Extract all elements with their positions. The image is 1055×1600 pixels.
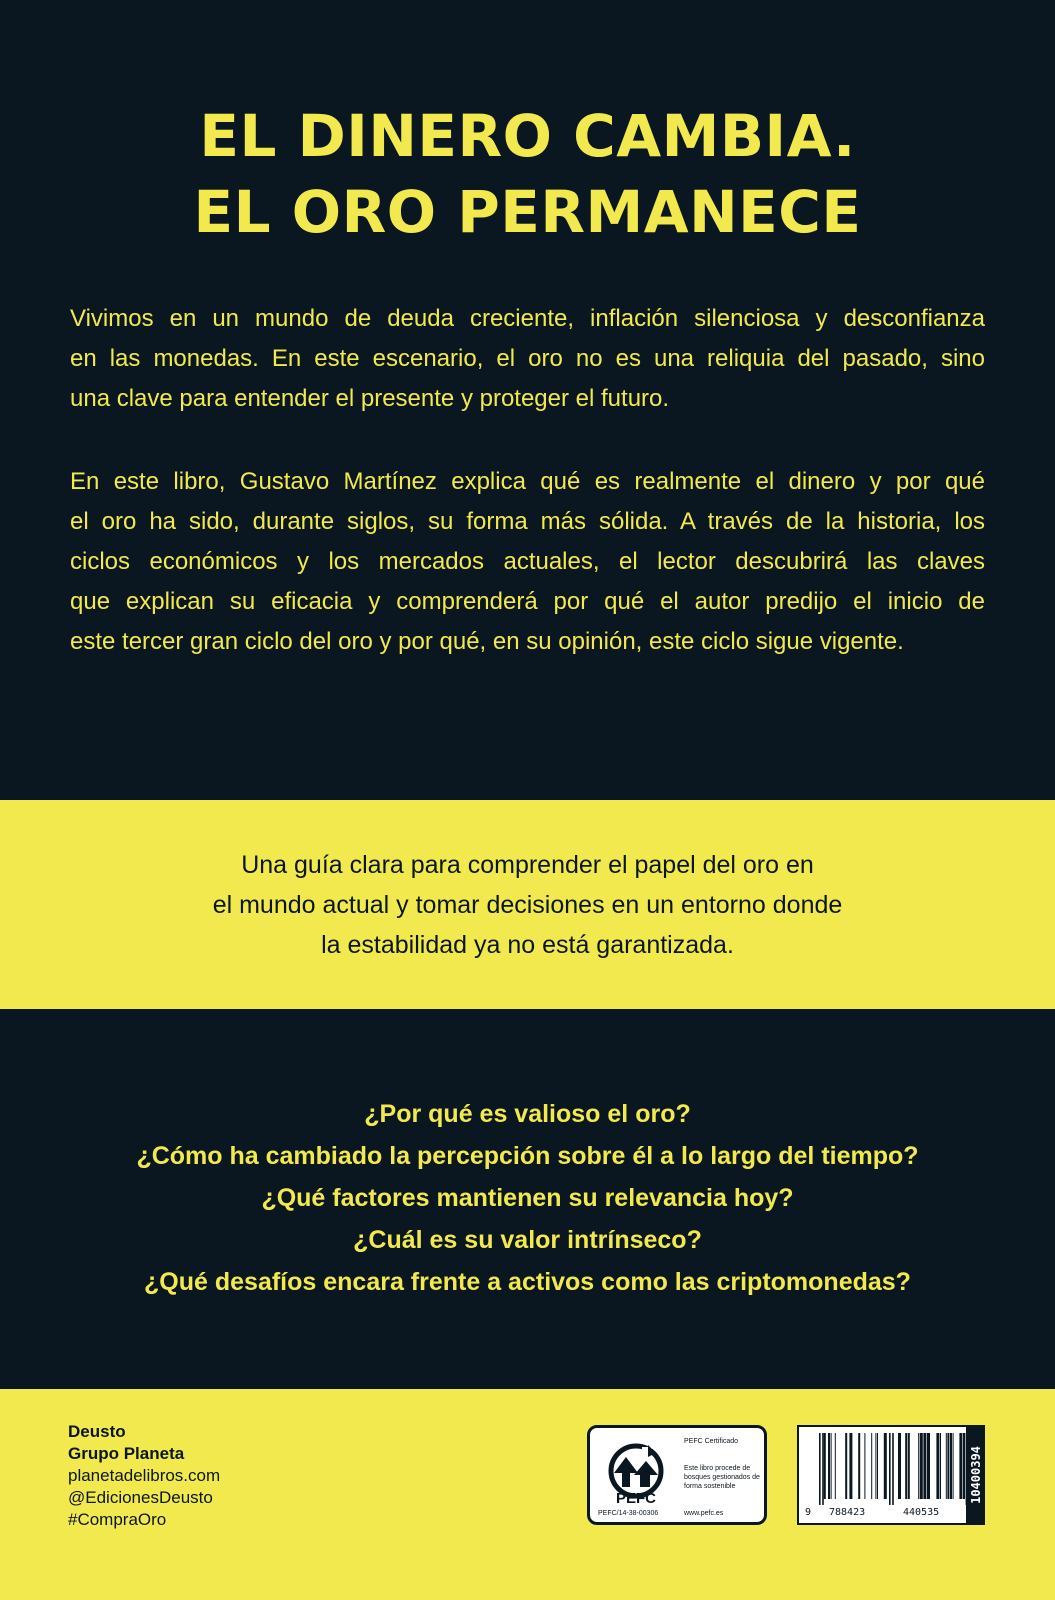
paragraph-line: que explican su eficacia y comprenderá por qué el autor predijo el inicio de — [70, 588, 985, 615]
paragraph-line: una clave para entender el presente y proteger el futuro. — [70, 385, 670, 412]
barcode-bar — [923, 1433, 926, 1499]
barcode-icon — [805, 1433, 977, 1505]
questions-list — [0, 1093, 1055, 1303]
pefc-label — [587, 1425, 767, 1525]
barcode-group-2: 440535 — [903, 1507, 940, 1518]
barcode-bar — [884, 1433, 887, 1499]
publisher-website: planetadelibros.com — [68, 1466, 221, 1485]
barcode-bar — [824, 1433, 826, 1499]
question-item: ¿Qué desafíos encara frente a activos como las criptomonedas? — [144, 1268, 911, 1296]
summary-line: la estabilidad ya no está garantizada. — [321, 931, 734, 959]
barcode-bar — [875, 1433, 876, 1499]
headline — [0, 98, 1055, 250]
publisher-imprint — [68, 1421, 220, 1531]
barcode-bar — [946, 1433, 947, 1499]
barcode-bar — [927, 1433, 930, 1499]
barcode-bar — [940, 1433, 941, 1499]
barcode-bar — [959, 1433, 962, 1499]
headline-line-1: EL DINERO CAMBIA. — [199, 102, 856, 170]
paragraph-line: En este libro, Gustavo Martínez explica qué es realmente el dinero y por qué — [70, 468, 985, 495]
publisher-name: Deusto — [68, 1422, 126, 1441]
pefc-certified: PEFC Certificado — [684, 1438, 739, 1445]
barcode-bar — [877, 1433, 878, 1499]
summary-line: el mundo actual y tomar decisiones en un entorno donde — [212, 891, 843, 919]
publisher-social: @EdicionesDeusto — [68, 1488, 213, 1507]
barcode-bar — [953, 1433, 954, 1499]
question-item: ¿Cuál es su valor intrínseco? — [353, 1226, 702, 1254]
paragraph-line: el oro ha sido, durante siglos, su forma más sólida. A través de la historia, los — [70, 508, 985, 535]
question-item: ¿Por qué es valioso el oro? — [364, 1100, 691, 1128]
barcode-bar — [845, 1433, 847, 1499]
barcode-bar — [898, 1433, 901, 1499]
paragraph-line: Vivimos en un mundo de deuda creciente, inflación silenciosa y desconfianza — [70, 305, 985, 332]
book-hashtag: #CompraOro — [68, 1510, 167, 1529]
question-item: ¿Cómo ha cambiado la percepción sobre él a lo largo del tiempo? — [136, 1142, 919, 1170]
barcode-bar — [828, 1433, 830, 1499]
barcode-bar — [864, 1433, 865, 1499]
barcode-bar — [849, 1433, 852, 1499]
barcode-bar — [947, 1433, 949, 1499]
summary-text — [0, 845, 1055, 965]
barcode-bar — [950, 1433, 952, 1499]
questions-section — [0, 1009, 1055, 1389]
barcode-bar — [831, 1433, 832, 1499]
publisher-group: Grupo Planeta — [68, 1444, 185, 1463]
barcode-bar — [908, 1433, 910, 1499]
headline-line-2: EL ORO PERMANECE — [193, 178, 862, 246]
isbn-barcode — [797, 1425, 985, 1525]
barcode-bar — [858, 1433, 860, 1499]
barcode-bar — [963, 1433, 965, 1499]
barcode-bar — [819, 1433, 821, 1505]
footer — [0, 1389, 1055, 1600]
summary-band — [0, 800, 1055, 1009]
barcode-bar — [918, 1433, 919, 1499]
side-code: 10400394 — [968, 1446, 983, 1504]
barcode-group-1: 788423 — [829, 1507, 866, 1518]
pefc-description: Este libro procede de bosques gestionados de forma sostenible — [684, 1465, 760, 1490]
paragraph-line: en las monedas. En este escenario, el oro no es una reliquia del pasado, sino — [70, 345, 985, 372]
barcode-bar — [822, 1433, 824, 1505]
barcode-bar — [936, 1433, 939, 1499]
barcode-bar — [889, 1433, 891, 1505]
pefc-url: www.pefc.es — [684, 1510, 724, 1517]
description-paragraph — [70, 462, 985, 662]
pefc-code: PEFC/14-38-00306 — [598, 1510, 659, 1517]
barcode-bar — [892, 1433, 894, 1505]
summary-line: Una guía clara para comprender el papel del oro en — [241, 851, 814, 879]
barcode-prefix: 9 — [805, 1507, 812, 1518]
paragraph-line: este tercer gran ciclo del oro y por qué, en su opinión, este ciclo sigue vigente. — [70, 628, 904, 655]
barcode-bar — [920, 1433, 923, 1499]
pefc-wordmark: PEFC — [615, 1490, 656, 1507]
question-item: ¿Qué factores mantienen su relevancia hoy? — [261, 1184, 794, 1212]
side-code-strip — [966, 1425, 985, 1525]
paragraph-line: ciclos económicos y los mercados actuales, el lector descubrirá las claves — [70, 548, 985, 575]
barcode-bar — [835, 1433, 836, 1499]
barcode-bar — [905, 1433, 907, 1499]
barcode-bar — [871, 1433, 872, 1499]
intro-paragraph — [70, 299, 985, 419]
